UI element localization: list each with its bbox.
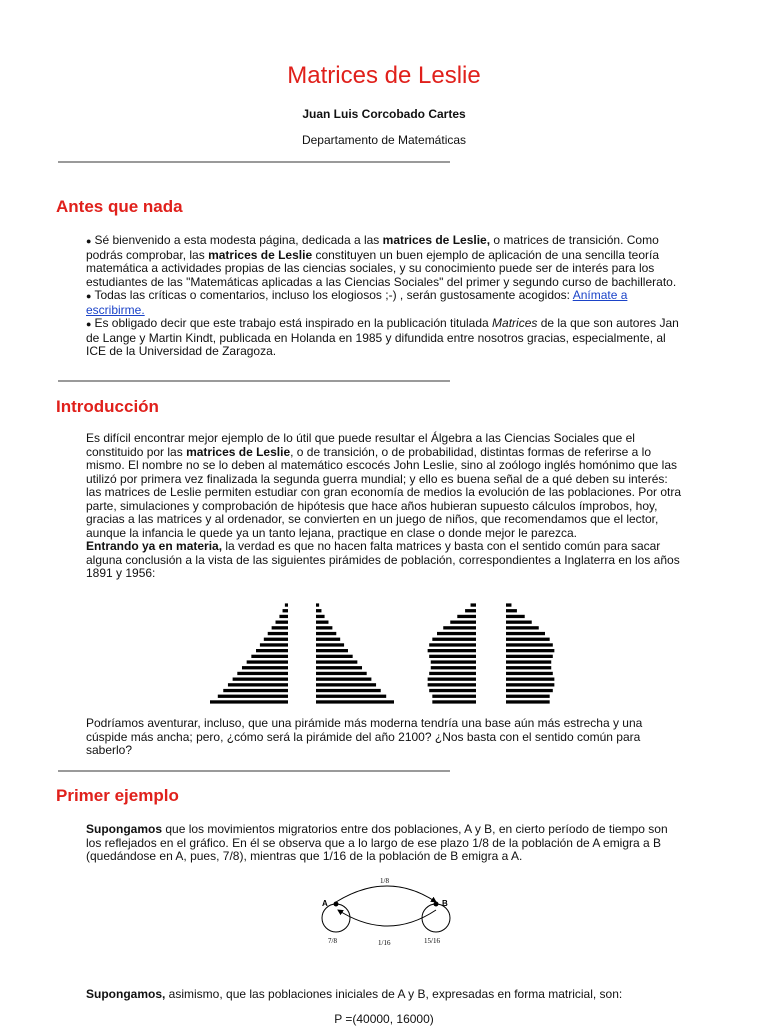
pyramid-bar (210, 700, 288, 703)
arrow-a-to-b (336, 886, 436, 902)
pyramid-bar (432, 638, 476, 641)
initial-population-paragraph (86, 988, 686, 1002)
pyramid-bar (506, 603, 511, 606)
pyramid-bar (431, 660, 476, 663)
label-1-8: 1/8 (380, 877, 389, 885)
intro-paragraph (86, 432, 686, 581)
bullet-icon: ● (86, 319, 92, 329)
pyramid-bar (443, 626, 476, 629)
node-a-point (334, 902, 339, 907)
page-title: Matrices de Leslie (287, 62, 481, 89)
pyramid-bar (316, 626, 332, 629)
pyramid-bar (506, 632, 545, 635)
heading-antes-que-nada: Antes que nada (56, 197, 183, 216)
pyramid-bar (316, 632, 336, 635)
pyramid-bar (465, 609, 476, 612)
pyramid-bar (506, 683, 554, 686)
pyramid-bar (316, 678, 371, 681)
label-15-16: 15/16 (424, 937, 440, 945)
population-vector: P =(40000, 16000) (334, 1012, 434, 1026)
text: de la que son autores Jan de Lange y Martin Kindt, publicada en Holanda en 1985 y difundida entre nosotros gracias, especialmente, al ICE de la Universidad de Zaragoza. (86, 316, 679, 358)
pyramid-bar (506, 626, 539, 629)
pyramid-bar (228, 683, 288, 686)
pyramid-bar (506, 609, 517, 612)
label-7-8: 7/8 (328, 937, 337, 945)
bold-text: matrices de Leslie (208, 247, 313, 262)
pyramid-bar (432, 695, 476, 698)
pyramid-bar (471, 603, 476, 606)
text: Todas las críticas o comentarios, incluso los elogiosos ;-) , serán gustosamente acogidos: (94, 288, 573, 302)
pyramid-bar (316, 615, 325, 618)
migration-diagram (318, 870, 458, 950)
pyramid-bar (264, 638, 288, 641)
text: Es difícil encontrar mejor ejemplo de lo útil que puede resultar el Álgebra a las Ciencias Sociales que el constituido por las (86, 431, 635, 459)
pyramid-bar (316, 683, 376, 686)
heading-introduccion: Introducción (56, 397, 159, 416)
pyramid-bar (316, 660, 357, 663)
pyramid-bar (316, 621, 328, 624)
pyramid-bar (316, 603, 319, 606)
self-loop-a (322, 904, 350, 932)
pyramid-bar (260, 643, 288, 646)
bullet-welcome (86, 234, 686, 289)
pyramid-bar (272, 626, 288, 629)
pyramid-bar (316, 666, 362, 669)
arrow-b-to-a (338, 910, 436, 926)
pyramid-bar (316, 655, 353, 658)
pyramid-bar (506, 621, 532, 624)
pyramid-bar (506, 700, 550, 703)
pyramid-bar (506, 666, 551, 669)
self-loop-b (422, 904, 450, 932)
pyramid-bar (316, 649, 348, 652)
pyramid-bar (432, 700, 476, 703)
pyramid-bar (279, 615, 288, 618)
node-b-label: B (442, 899, 448, 908)
pyramid-bar (429, 655, 476, 658)
node-b-point (434, 902, 439, 907)
pyramid-bar (316, 695, 386, 698)
pyramid-question: Podríamos aventurar, incluso, que una pirámide más moderna tendría una base aún más estrecha y una cúspide más ancha; pero, ¿cómo será la pirámide del año 2100? ¿Nos basta con el sentido común para saberlo? (86, 716, 643, 757)
bullet-feedback (86, 289, 686, 317)
pyramid-bar (429, 689, 476, 692)
pyramid-bar (506, 655, 553, 658)
pyramid-bar (237, 672, 288, 675)
pyramid-bar (506, 638, 550, 641)
pyramid-bar (268, 632, 288, 635)
pyramid-bar (316, 609, 321, 612)
divider (58, 770, 450, 772)
pyramid-bar (506, 643, 553, 646)
text: la verdad es que no hacen falta matrices y basta con el sentido común para sacar alguna conclusión a la vista de las siguientes pirámides de población, correspondientes a Inglaterra en los años 1891 y 1956: (86, 539, 680, 580)
node-a-label: A (322, 899, 328, 908)
author-name: Juan Luis Corcobado Cartes (302, 107, 466, 121)
population-pyramids-chart (200, 602, 560, 708)
italic-text: Matrices (492, 316, 538, 330)
pyramid-bar (247, 660, 288, 663)
bold-text: Supongamos, (86, 987, 166, 1001)
pyramid-bar (316, 689, 381, 692)
divider (58, 380, 450, 382)
pyramid-bar (283, 609, 288, 612)
department-name: Departamento de Matemáticas (301, 133, 467, 147)
pyramid-bar (223, 689, 288, 692)
bullet-icon: ● (86, 236, 92, 246)
pyramid-bar (428, 678, 476, 681)
pyramid-bar (457, 615, 476, 618)
pyramid-bar (429, 672, 476, 675)
pyramid-bar (437, 632, 476, 635)
label-1-16: 1/16 (378, 939, 391, 947)
pyramid-bar (256, 649, 288, 652)
pyramid-bar (316, 643, 344, 646)
text: que los movimientos migratorios entre dos poblaciones, A y B, en cierto período de tiempo son los reflejados en el gráfico. En él se observa que a lo largo de ese plazo 1/8 de la población de A emigra a B (quedándose en A, pues, 7/8), mientras que 1/16 de la población de B emigra a A. (86, 822, 668, 863)
pyramid-bar (506, 649, 554, 652)
pyramid-bar (218, 695, 288, 698)
pyramid-bar (233, 678, 288, 681)
pyramid-bar (506, 672, 553, 675)
text: Sé bienvenido a esta modesta página, dedicada a las (94, 233, 383, 247)
pyramid-bar (251, 655, 288, 658)
text: constituyen un buen ejemplo de aplicación de una sencilla teoría matemática a actividades propias de las ciencias sociales, y su conocimiento puede ser de interés para los estudiantes de las "Matemáticas aplicadas a las Ciencias Sociales" del primer y segundo curso de bachillerato. (86, 247, 677, 289)
pyramid-bar (450, 621, 476, 624)
intro-bullets (86, 234, 686, 359)
pyramid-bar (316, 672, 367, 675)
bold-text: matrices de Leslie, (382, 233, 491, 247)
bullet-credits (86, 317, 686, 359)
migration-paragraph (86, 823, 686, 864)
pyramid-bar (428, 683, 476, 686)
divider (58, 161, 450, 163)
contact-link[interactable]: Anímate a escribirme. (86, 288, 628, 317)
pyramid-bar (316, 638, 340, 641)
pyramid-bar (506, 615, 525, 618)
pyramid-bar (431, 666, 476, 669)
bullet-icon: ● (86, 291, 92, 301)
bold-text: Supongamos (86, 822, 163, 836)
text: asimismo, que las poblaciones iniciales de A y B, expresadas en forma matricial, son: (165, 987, 623, 1001)
pyramid-bar (506, 678, 554, 681)
pyramid-bar (242, 666, 288, 669)
pyramid-bar (428, 649, 476, 652)
bold-text: matrices de Leslie (186, 444, 291, 459)
pyramid-bar (506, 689, 553, 692)
text: , o de transición, o de probabilidad, distintas formas de referirse a lo mismo. El nombre no se lo deben al matemático escocés John Leslie, sino al zoólogo inglés homónimo que las utilizó por primera vez finalizada la segunda guerra mundial; y ello es buena señal de a qué deben su interés: las matrices de Leslie permiten estudiar con gran economía de medios la evolución de las poblaciones. Por otra parte, simulaciones y comprobación de hipótesis que hace años hubieran supuesto cálculos ímprobos, hoy, gracias a las matrices y al ordenador, se convierten en un juego de niños, que recomendamos que el lector, aunque la infancia le quede ya un tanto lejana, practique en clase o donde mejor le parezca. (86, 444, 681, 540)
bold-text: Entrando ya en materia, (86, 539, 223, 553)
text: o matrices de transición. Como podrás comprobar, las (86, 233, 659, 262)
pyramid-bar (429, 643, 476, 646)
pyramid-bar (316, 700, 394, 703)
text: Es obligado decir que este trabajo está inspirado en la publicación titulada (94, 316, 493, 330)
pyramid-bar (285, 603, 288, 606)
heading-primer-ejemplo: Primer ejemplo (56, 786, 179, 805)
pyramid-bar (506, 695, 550, 698)
pyramid-bar (506, 660, 551, 663)
pyramid-bar (276, 621, 288, 624)
